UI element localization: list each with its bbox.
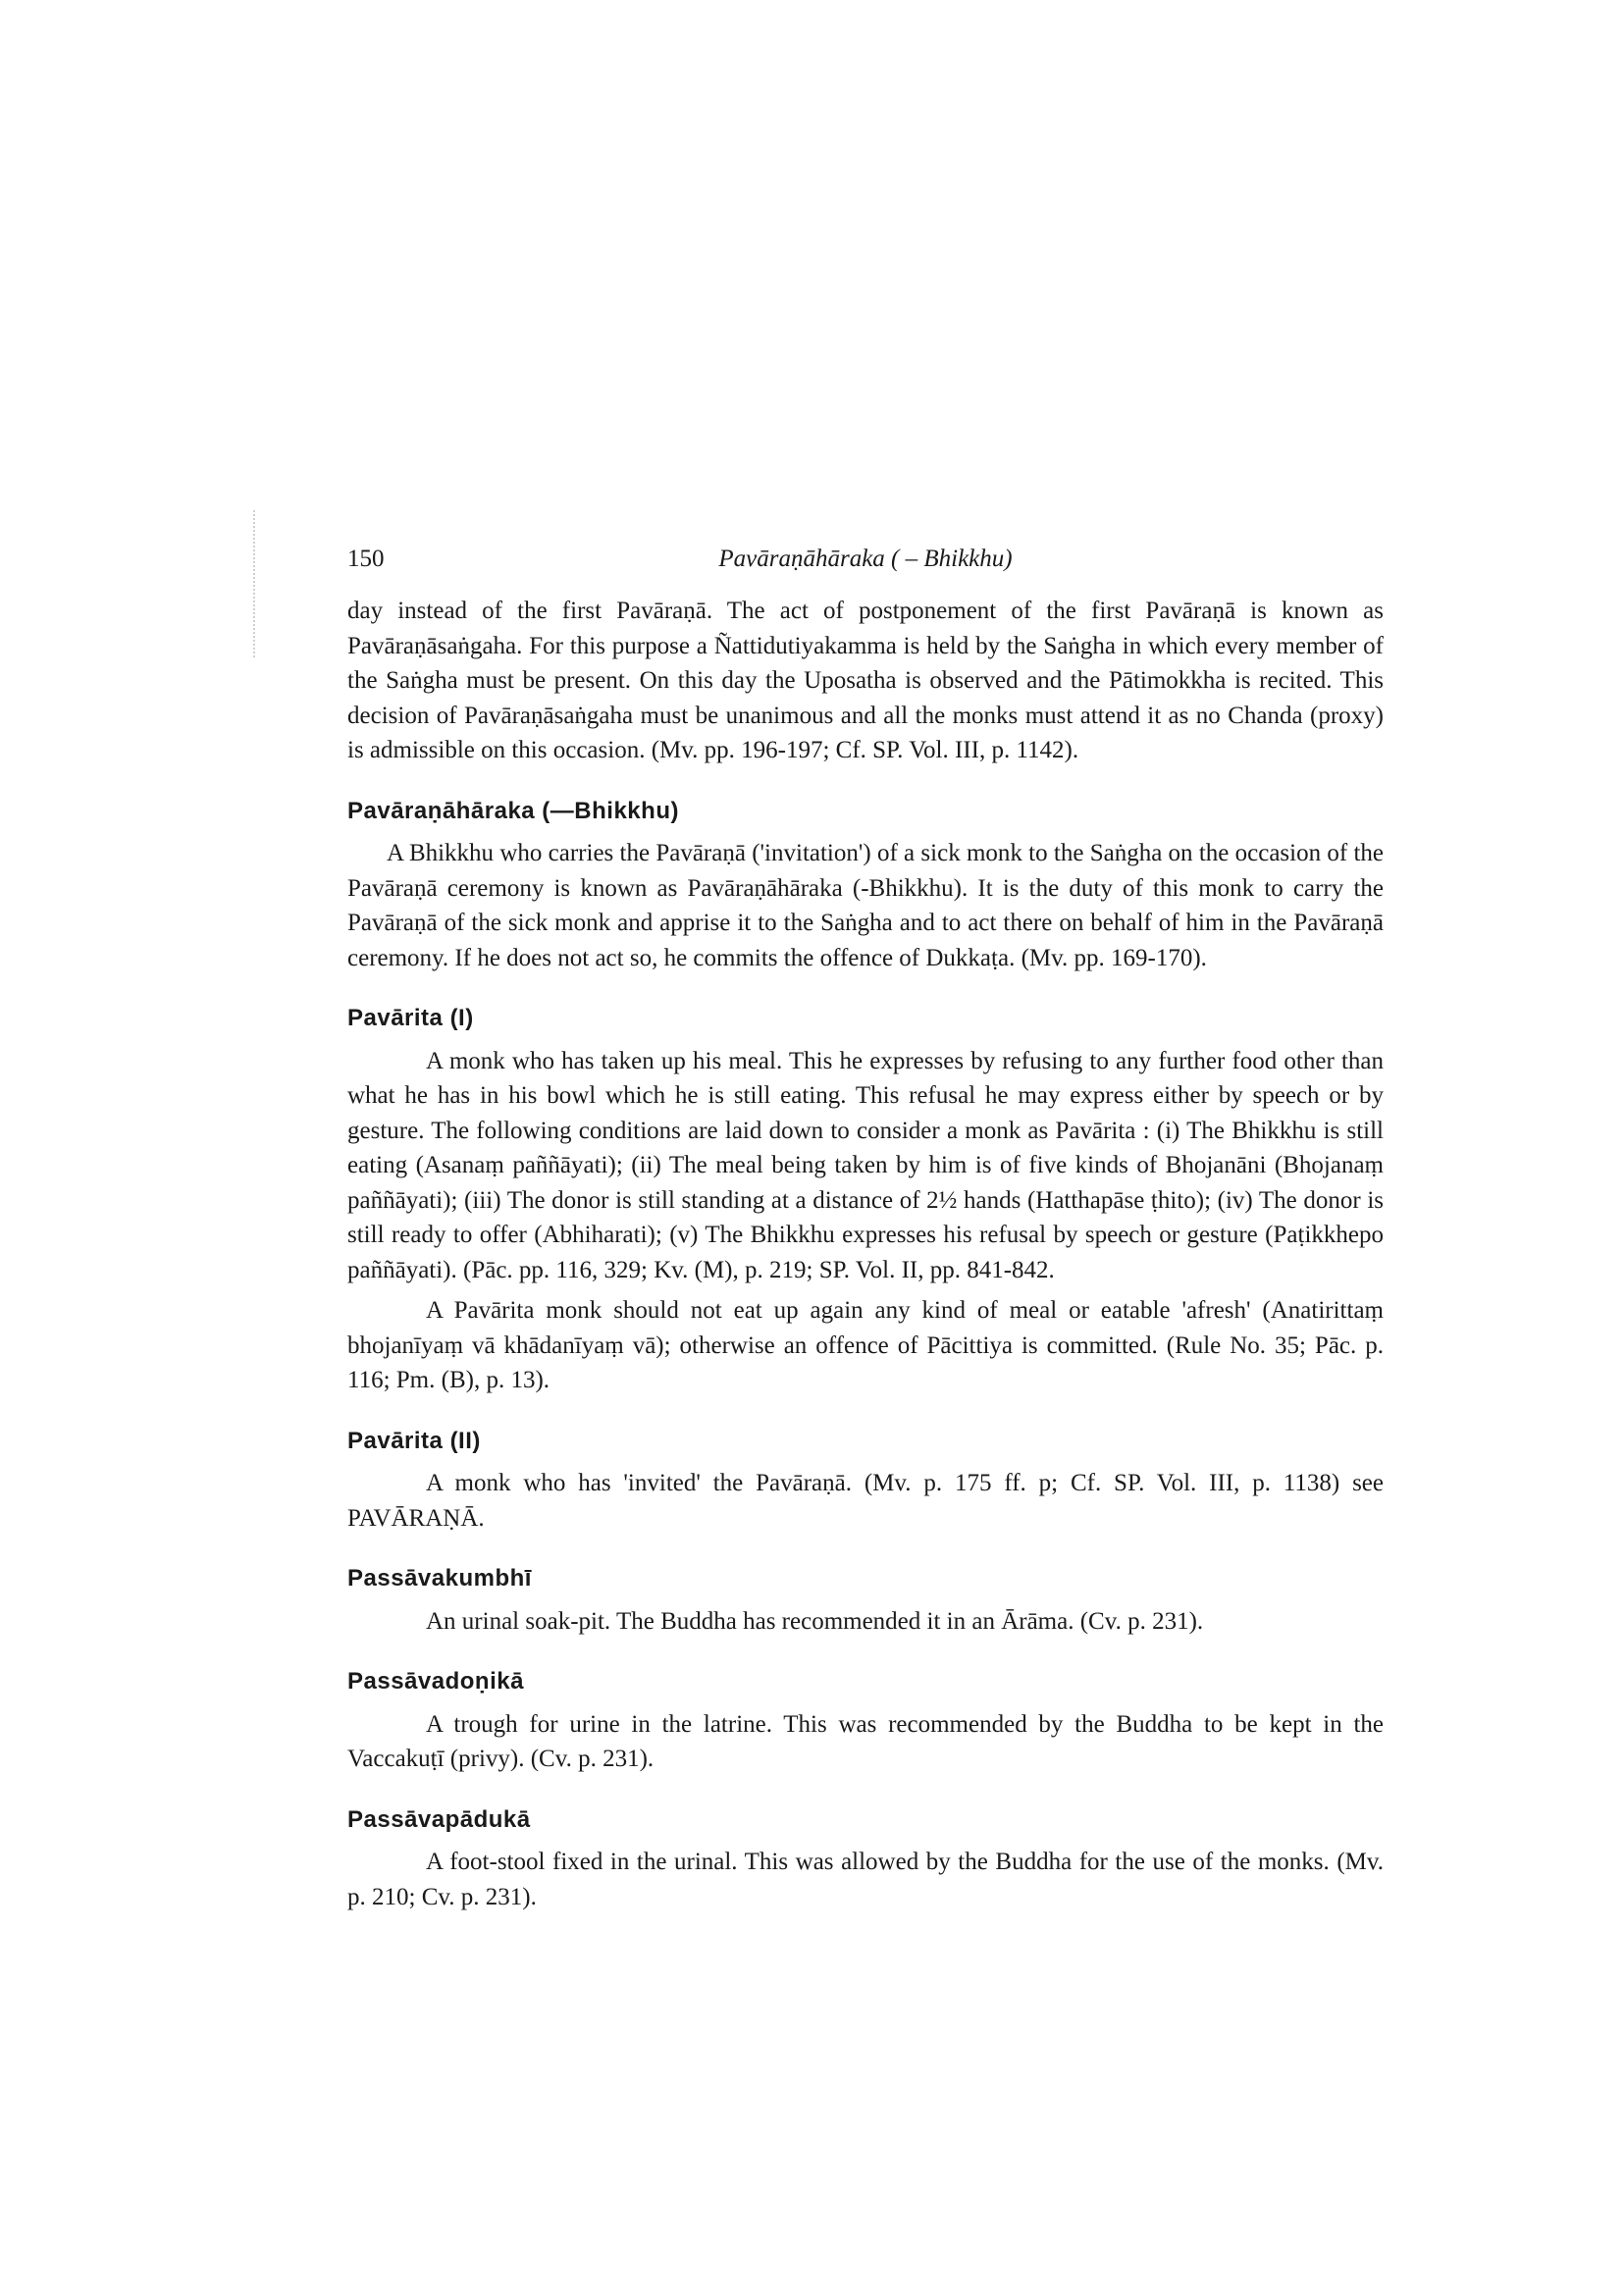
running-title: Pavāraṇāhāraka ( – Bhikkhu) <box>718 546 1013 572</box>
entry-pavaranaharaka <box>347 794 1384 976</box>
intro-paragraph: day instead of the first Pavāraṇā. The act of postponement of the first Pavāraṇā is known as Pavāraṇāsaṅgaha. For this purpose a Ñattidutiyakamma is held by the Saṅgha in which every member of the Saṅgha must be present. On this day the Uposatha is observed and the Pātimokkha is recited. This decision of Pavāraṇāsaṅgaha must be unanimous and all the monks must attend it as no Chanda (proxy) is admissible on this occasion. (Mv. pp. 196-197; Cf. SP. Vol. III, p. 1142). <box>347 598 1384 763</box>
scan-margin-mark <box>253 510 257 657</box>
entry-pavarita-1 <box>347 1001 1384 1398</box>
entry-paragraph: A foot-stool fixed in the urinal. This was allowed by the Buddha for the use of the monks. (Mv. p. 210; Cv. p. 231). <box>347 1849 1384 1910</box>
entry-paragraph: A Pavārita monk should not eat up again any kind of meal or eatable 'afresh' (Anatirittaṃ bhojanīyaṃ vā khādanīyaṃ vā); otherwise an offence of Pācittiya is committed. (Rule No. 35; Pāc. p. 116; Pm. (B), p. 13). <box>347 1297 1384 1393</box>
page-number: 150 <box>347 546 385 572</box>
entry-heading: Passāvapādukā <box>347 1805 531 1833</box>
entry-heading: Passāvadoṇikā <box>347 1668 524 1695</box>
entry-passavakumbhi <box>347 1561 1384 1639</box>
entry-paragraph: A trough for urine in the latrine. This was recommended by the Buddha to be kept in the Vaccakuṭī (privy). (Cv. p. 231). <box>347 1710 1384 1772</box>
entry-paragraph: A monk who has 'invited' the Pavāraṇā. (Mv. p. 175 ff. p; Cf. SP. Vol. III, p. 1138) see PAVĀRAṆĀ. <box>347 1470 1384 1532</box>
entry-heading: Pavārita (I) <box>347 1005 474 1031</box>
entry-paragraph: A Bhikkhu who carries the Pavāraṇā ('invitation') of a sick monk to the Saṅgha on the occasion of the Pavāraṇā ceremony is known as Pavāraṇāhāraka (-Bhikkhu). It is the duty of this monk to carry the Pavāraṇā of the sick monk and apprise it to the Saṅgha and to act there on behalf of him in the Pavāraṇā ceremony. If he does not act so, he commits the offence of Dukkaṭa. (Mv. pp. 169-170). <box>347 840 1384 971</box>
entry-pavarita-2 <box>347 1424 1384 1537</box>
entry-paragraph: An urinal soak-pit. The Buddha has recommended it in an Ārāma. (Cv. p. 231). <box>426 1607 1204 1635</box>
entry-heading: Passāvakumbhī <box>347 1565 532 1592</box>
entry-paragraph: A monk who has taken up his meal. This he expresses by refusing to any further food other than what he has in his bowl which he is still eating. This refusal he may express either by speech or by gesture. The following conditions are laid down to consider a monk as Pavārita : (i) The Bhikkhu is still eating (Asanaṃ paññāyati); (ii) The meal being taken by him is of five kinds of Bhojanāni (Bhojanaṃ paññāyati); (iii) The donor is still standing at a distance of 2½ hands (Hatthapāse ṭhito); (iv) The donor is still ready to offer (Abhiharati); (v) The Bhikkhu expresses his refusal by speech or gesture (Paṭikkhepo paññāyati). (Pāc. pp. 116, 329; Kv. (M), p. 219; SP. Vol. II, pp. 841-842. <box>347 1047 1384 1283</box>
entry-passavadonika <box>347 1664 1384 1777</box>
page-header <box>347 546 1384 585</box>
page-body <box>347 594 1384 1914</box>
entry-passavapaduka <box>347 1802 1384 1915</box>
entry-heading: Pavāraṇāhāraka (—Bhikkhu) <box>347 797 679 824</box>
entry-heading: Pavārita (II) <box>347 1427 481 1454</box>
